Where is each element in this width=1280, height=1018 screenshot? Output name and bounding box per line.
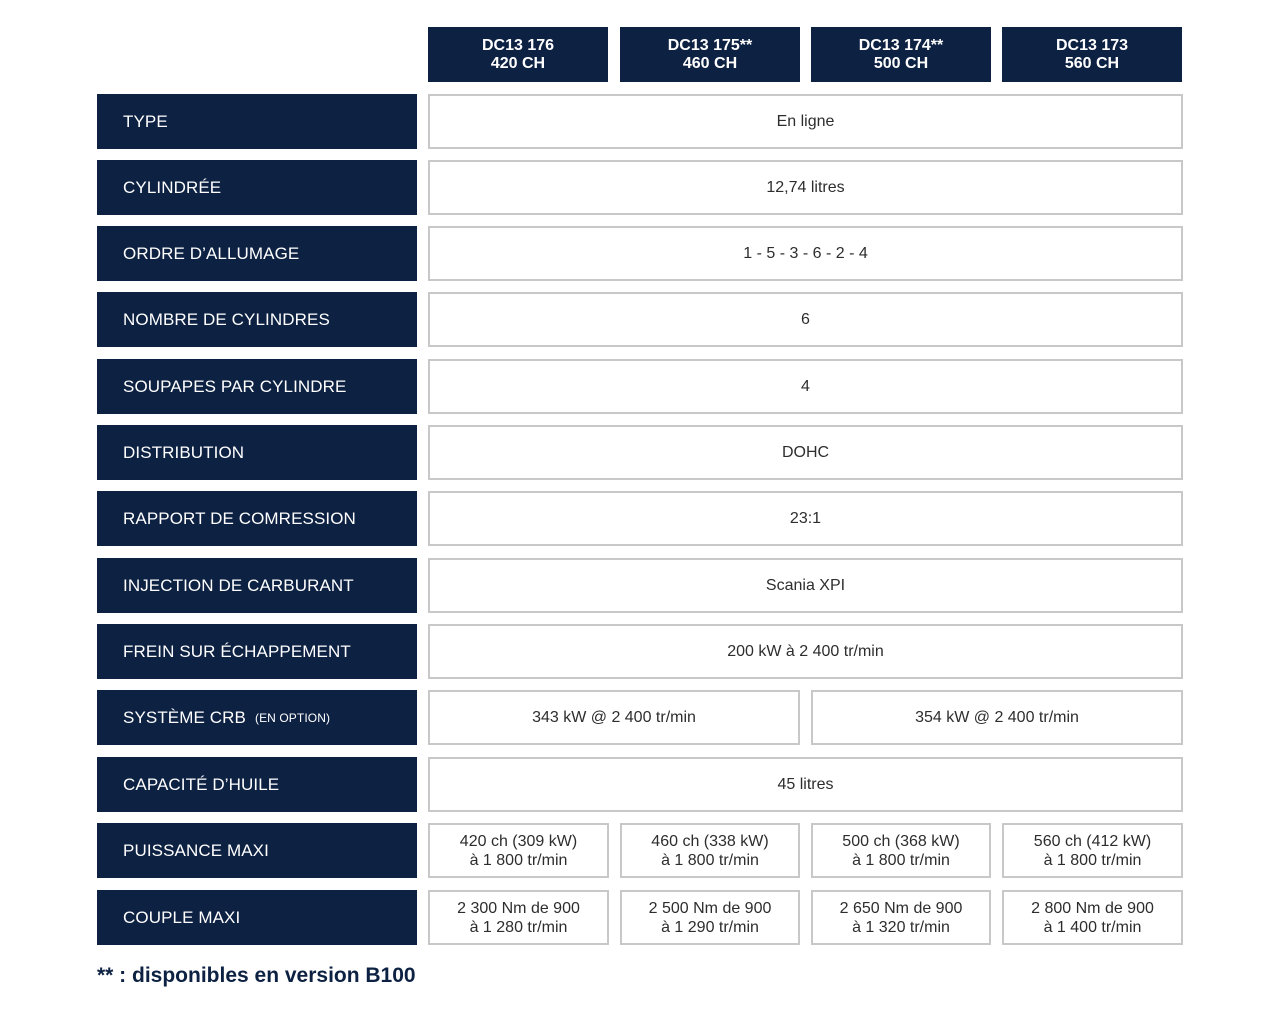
value-line: 2 300 Nm de 900 — [457, 899, 580, 917]
value-line: à 1 800 tr/min — [1043, 851, 1142, 869]
value-puissance-2 — [620, 823, 800, 878]
model-name: DC13 175** — [667, 36, 753, 54]
row-label-cylindree: CYLINDRÉE — [97, 160, 417, 215]
value-line: à 1 800 tr/min — [469, 851, 568, 869]
value-couple-4 — [1002, 890, 1183, 945]
row-label-rapport-compression: RAPPORT DE COMRESSION — [97, 491, 417, 546]
row-label-distribution: DISTRIBUTION — [97, 425, 417, 480]
value-puissance-4 — [1002, 823, 1183, 878]
column-header-dc13-174 — [811, 27, 991, 82]
value-line: à 1 280 tr/min — [469, 918, 568, 936]
value-injection: Scania XPI — [428, 558, 1183, 613]
value-puissance-1 — [428, 823, 609, 878]
row-label-nombre-cylindres: NOMBRE DE CYLINDRES — [97, 292, 417, 347]
value-crb-1: 343 kW @ 2 400 tr/min — [428, 690, 800, 745]
row-label-ordre-allumage: ORDRE D’ALLUMAGE — [97, 226, 417, 281]
value-distribution: DOHC — [428, 425, 1183, 480]
value-line: à 1 800 tr/min — [852, 851, 950, 869]
value-line: à 1 320 tr/min — [852, 918, 950, 936]
value-ordre-allumage: 1 - 5 - 3 - 6 - 2 - 4 — [428, 226, 1183, 281]
value-capacite-huile: 45 litres — [428, 757, 1183, 812]
value-line: 2 800 Nm de 900 — [1031, 899, 1154, 917]
value-couple-2 — [620, 890, 800, 945]
value-line: 420 ch (309 kW) — [459, 832, 578, 850]
row-label-type: TYPE — [97, 94, 417, 149]
row-label-puissance-maxi: PUISSANCE MAXI — [97, 823, 417, 878]
row-label-soupapes: SOUPAPES PAR CYLINDRE — [97, 359, 417, 414]
row-label-capacite-huile: CAPACITÉ D’HUILE — [97, 757, 417, 812]
value-crb-2: 354 kW @ 2 400 tr/min — [811, 690, 1183, 745]
model-name: DC13 173 — [1055, 36, 1129, 54]
value-frein-echappement: 200 kW à 2 400 tr/min — [428, 624, 1183, 679]
value-line: 2 500 Nm de 900 — [648, 899, 772, 917]
value-line: 500 ch (368 kW) — [842, 832, 960, 850]
value-couple-3 — [811, 890, 991, 945]
value-puissance-3 — [811, 823, 991, 878]
label-text: SYSTÈME CRB — [123, 707, 246, 727]
model-name: DC13 176 — [481, 36, 555, 54]
model-name: DC13 174** — [858, 36, 944, 54]
value-rapport-compression: 23:1 — [428, 491, 1183, 546]
value-line: 2 650 Nm de 900 — [839, 899, 963, 917]
value-couple-1 — [428, 890, 609, 945]
column-header-dc13-175 — [620, 27, 800, 82]
footnote: ** : disponibles en version B100 — [97, 964, 416, 987]
row-label-frein-echappement: FREIN SUR ÉCHAPPEMENT — [97, 624, 417, 679]
row-label-couple-maxi: COUPLE MAXI — [97, 890, 417, 945]
value-line: à 1 400 tr/min — [1043, 918, 1142, 936]
value-line: à 1 290 tr/min — [661, 918, 759, 936]
value-line: 560 ch (412 kW) — [1033, 832, 1152, 850]
column-header-dc13-176 — [428, 27, 608, 82]
value-line: à 1 800 tr/min — [661, 851, 759, 869]
value-line: 460 ch (338 kW) — [651, 832, 769, 850]
value-nombre-cylindres: 6 — [428, 292, 1183, 347]
model-power: 460 CH — [682, 54, 738, 72]
model-power: 420 CH — [490, 54, 546, 72]
model-power: 560 CH — [1064, 54, 1120, 72]
label-note: (EN OPTION) — [254, 710, 331, 725]
column-header-dc13-173 — [1002, 27, 1182, 82]
model-power: 500 CH — [873, 54, 929, 72]
value-cylindree: 12,74 litres — [428, 160, 1183, 215]
row-label-injection: INJECTION DE CARBURANT — [97, 558, 417, 613]
value-type: En ligne — [428, 94, 1183, 149]
value-soupapes: 4 — [428, 359, 1183, 414]
row-label-systeme-crb — [97, 690, 417, 745]
